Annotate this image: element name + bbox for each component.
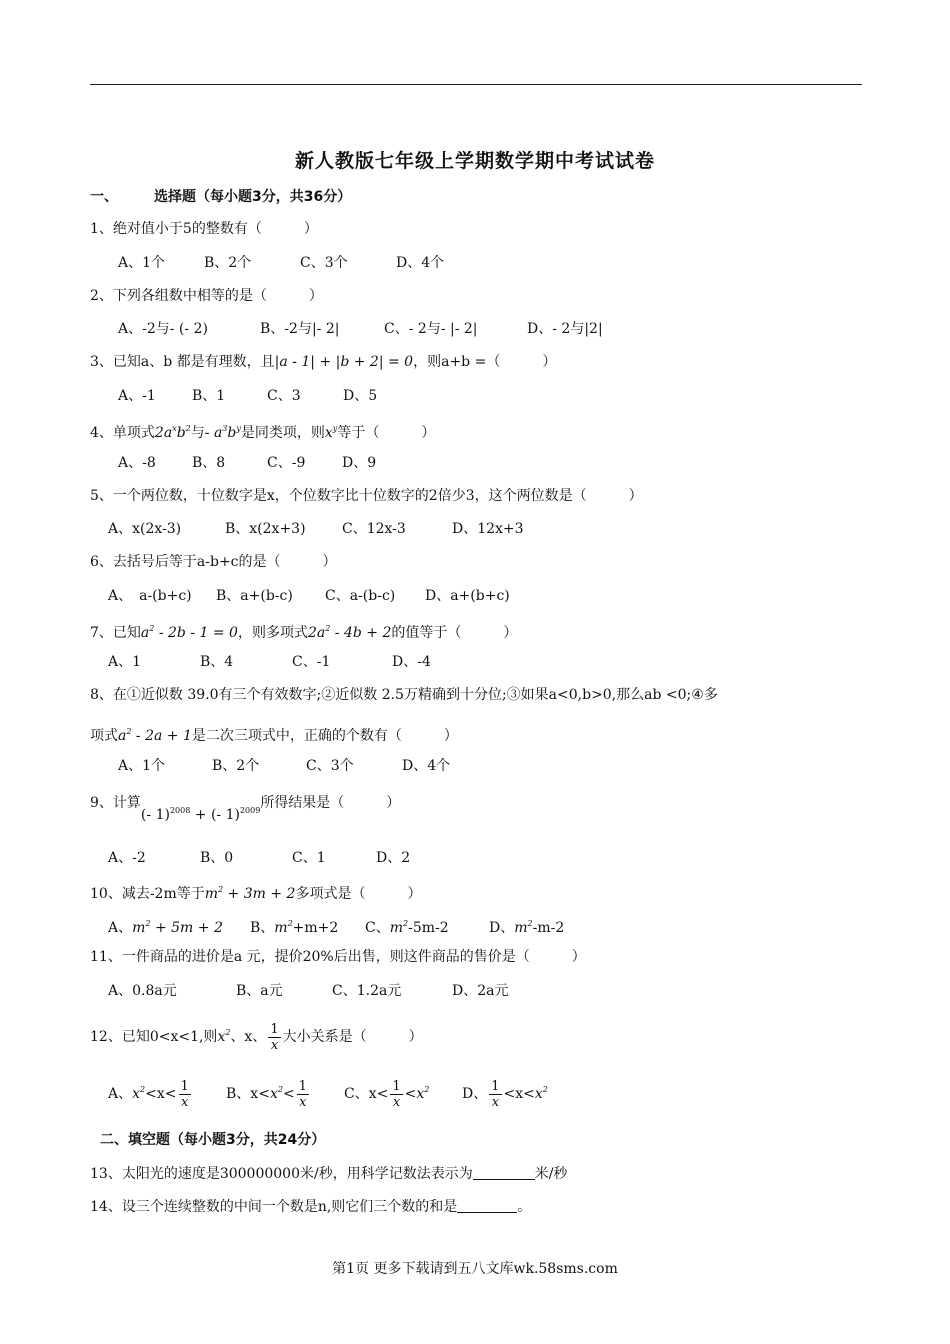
question-13-stem: 13、太阳光的速度是300000000米/秒，用科学记数法表示为 米/秒 <box>90 1166 568 1182</box>
q5-option-d: D、12x+3 <box>452 521 524 537</box>
q2-option-c: C、- 2与- |- 2| <box>384 321 478 337</box>
question-2-options <box>118 320 603 338</box>
question-7-stem: 7、已知$a^2 - 2b - 1 = 0$，则多项式$2a^2 - 4b + 2$的值等于（ ） <box>90 624 518 641</box>
page-title: 新人教版七年级上学期数学期中考试试卷 <box>294 150 655 172</box>
q2-option-d: D、- 2与|2| <box>527 321 603 337</box>
q11-option-d: D、2a元 <box>452 983 509 999</box>
q10-option-c: C、$m^2-5m-2$ <box>365 919 449 936</box>
question-8-stem-line-1: 8、在①近似数 39.0有三个有效数字;②近似数 2.5万精确到十分位;③如果a<0,b>0,那么ab <0;④多 <box>90 687 718 703</box>
q10-option-d: D、$m^2-m-2$ <box>489 919 565 936</box>
q1-option-d: D、4个 <box>396 255 445 271</box>
q11-option-c: C、1.2a元 <box>332 983 402 999</box>
question-3-stem: 3、已知a、b 都是有理数，且|a - 1| + |b + 2| = 0，则a+b =（ ） <box>90 354 557 370</box>
section-2-heading: 二、填空题（每小题3分，共24分） <box>100 1132 326 1148</box>
q6-option-a: A、 a-(b+c) <box>108 588 192 604</box>
question-9-options <box>108 849 410 867</box>
q12-option-a: A、$x^2<x<$ $\frac{1}{x}$ <box>108 1078 189 1110</box>
q11-option-a: A、0.8a元 <box>108 983 177 999</box>
q5-option-c: C、12x-3 <box>342 521 406 537</box>
q7-option-b: B、4 <box>200 654 234 670</box>
question-5-stem: 5、一个两位数，十位数字是x，个位数字比十位数字的2倍少3，这个两位数是（ ） <box>90 488 643 504</box>
q8-option-d: D、4个 <box>402 758 451 774</box>
q9-option-d: D、2 <box>376 850 411 866</box>
q6-option-c: C、a-(b-c) <box>325 588 396 604</box>
q12-option-b: B、$x<x^2<$ $\frac{1}{x}$ <box>226 1078 307 1110</box>
q3-option-d: D、5 <box>343 388 378 404</box>
q8-option-c: C、3个 <box>306 758 354 774</box>
question-7-options <box>108 653 431 671</box>
q3-option-b: B、1 <box>192 388 226 404</box>
q7-option-c: C、-1 <box>292 654 331 670</box>
q4-option-d: D、9 <box>342 455 377 471</box>
page-footer: 第1页 更多下载请到五八文库wk.58sms.com <box>332 1261 618 1277</box>
question-1-options <box>118 254 444 272</box>
q14-answer-blank[interactable] <box>457 1212 517 1213</box>
question-4-stem: 4、单项式$2a^xb^2$与- $a^3b^y$是同类项，则$x^y$等于（ ） <box>90 424 436 441</box>
q3-option-a: A、-1 <box>118 388 156 404</box>
question-9-stem: 9、计算(- 1)$^{2008}$ + (- 1)$^{2009}$所得结果是（ ） <box>90 795 401 823</box>
question-10-options <box>108 915 564 937</box>
q5-option-a: A、x(2x-3) <box>108 521 182 537</box>
q2-option-b: B、-2与|- 2| <box>260 321 340 337</box>
q4-option-b: B、8 <box>192 455 226 471</box>
q4-option-a: A、-8 <box>118 455 156 471</box>
question-6-options <box>108 587 510 605</box>
q5-option-b: B、x(2x+3) <box>225 521 306 537</box>
question-8-stem-line-2: 项式$a^2 - 2a + 1$是二次三项式中，正确的个数有（ ） <box>90 727 458 744</box>
question-11-stem: 11、一件商品的进价是a 元，提价20%后出售，则这件商品的售价是（ ） <box>90 949 586 965</box>
q6-option-d: D、a+(b+c) <box>425 588 510 604</box>
q7-option-d: D、-4 <box>392 654 431 670</box>
q8-option-a: A、1个 <box>118 758 166 774</box>
question-1-stem: 1、绝对值小于5的整数有（ ） <box>90 221 318 237</box>
question-6-stem: 6、去括号后等于a-b+c的是（ ） <box>90 554 337 570</box>
q12-fraction: $\frac{1}{x}$ <box>270 1021 279 1053</box>
q10-option-a: A、$m^2 + 5m + 2$ <box>108 919 223 936</box>
q1-option-a: A、1个 <box>118 255 166 271</box>
q3-equation: |a - 1| + |b + 2| = 0 <box>274 354 414 370</box>
q9-option-b: B、0 <box>200 850 234 866</box>
q1-option-c: C、3个 <box>300 255 348 271</box>
question-12-stem: 12、已知0<x<1,则$x^2$、x、 $\frac{1}{x}$ 大小关系是（ ） <box>90 1021 423 1053</box>
q12-option-c: C、x< $\frac{1}{x}$ $<x^2$ <box>344 1078 430 1110</box>
header-rule <box>90 84 862 85</box>
question-2-stem: 2、下列各组数中相等的是（ ） <box>90 288 323 304</box>
q13-answer-blank[interactable] <box>473 1179 535 1180</box>
q7-option-a: A、1 <box>108 654 142 670</box>
q6-option-b: B、a+(b-c) <box>216 588 293 604</box>
question-10-stem: 10、减去-2m等于$m^2 + 3m + 2$多项式是（ ） <box>90 885 422 902</box>
question-14-stem: 14、设三个连续整数的中间一个数是n,则它们三个数的和是 。 <box>90 1199 532 1215</box>
question-11-options <box>108 982 508 1000</box>
q3-option-c: C、3 <box>267 388 301 404</box>
q9-option-c: C、1 <box>292 850 326 866</box>
section-1-number: 一、 <box>90 189 118 205</box>
section-1-title: 选择题（每小题3分，共36分） <box>154 189 352 205</box>
question-12-options <box>108 1073 548 1111</box>
question-5-options <box>108 520 524 538</box>
q1-option-b: B、2个 <box>204 255 252 271</box>
q4-option-c: C、-9 <box>267 455 306 471</box>
q12-option-d: D、 $\frac{1}{x}$ $<x<x^2$ <box>462 1078 548 1110</box>
q8-option-b: B、2个 <box>212 758 260 774</box>
q11-option-b: B、a元 <box>236 983 283 999</box>
q2-option-a: A、-2与- (- 2) <box>118 321 208 337</box>
question-4-options <box>118 454 376 472</box>
q10-option-b: B、$m^2+m+2$ <box>250 919 339 936</box>
section-1-heading <box>90 188 351 206</box>
q9-option-a: A、-2 <box>108 850 146 866</box>
question-8-options <box>118 757 450 775</box>
question-3-options <box>118 387 377 405</box>
